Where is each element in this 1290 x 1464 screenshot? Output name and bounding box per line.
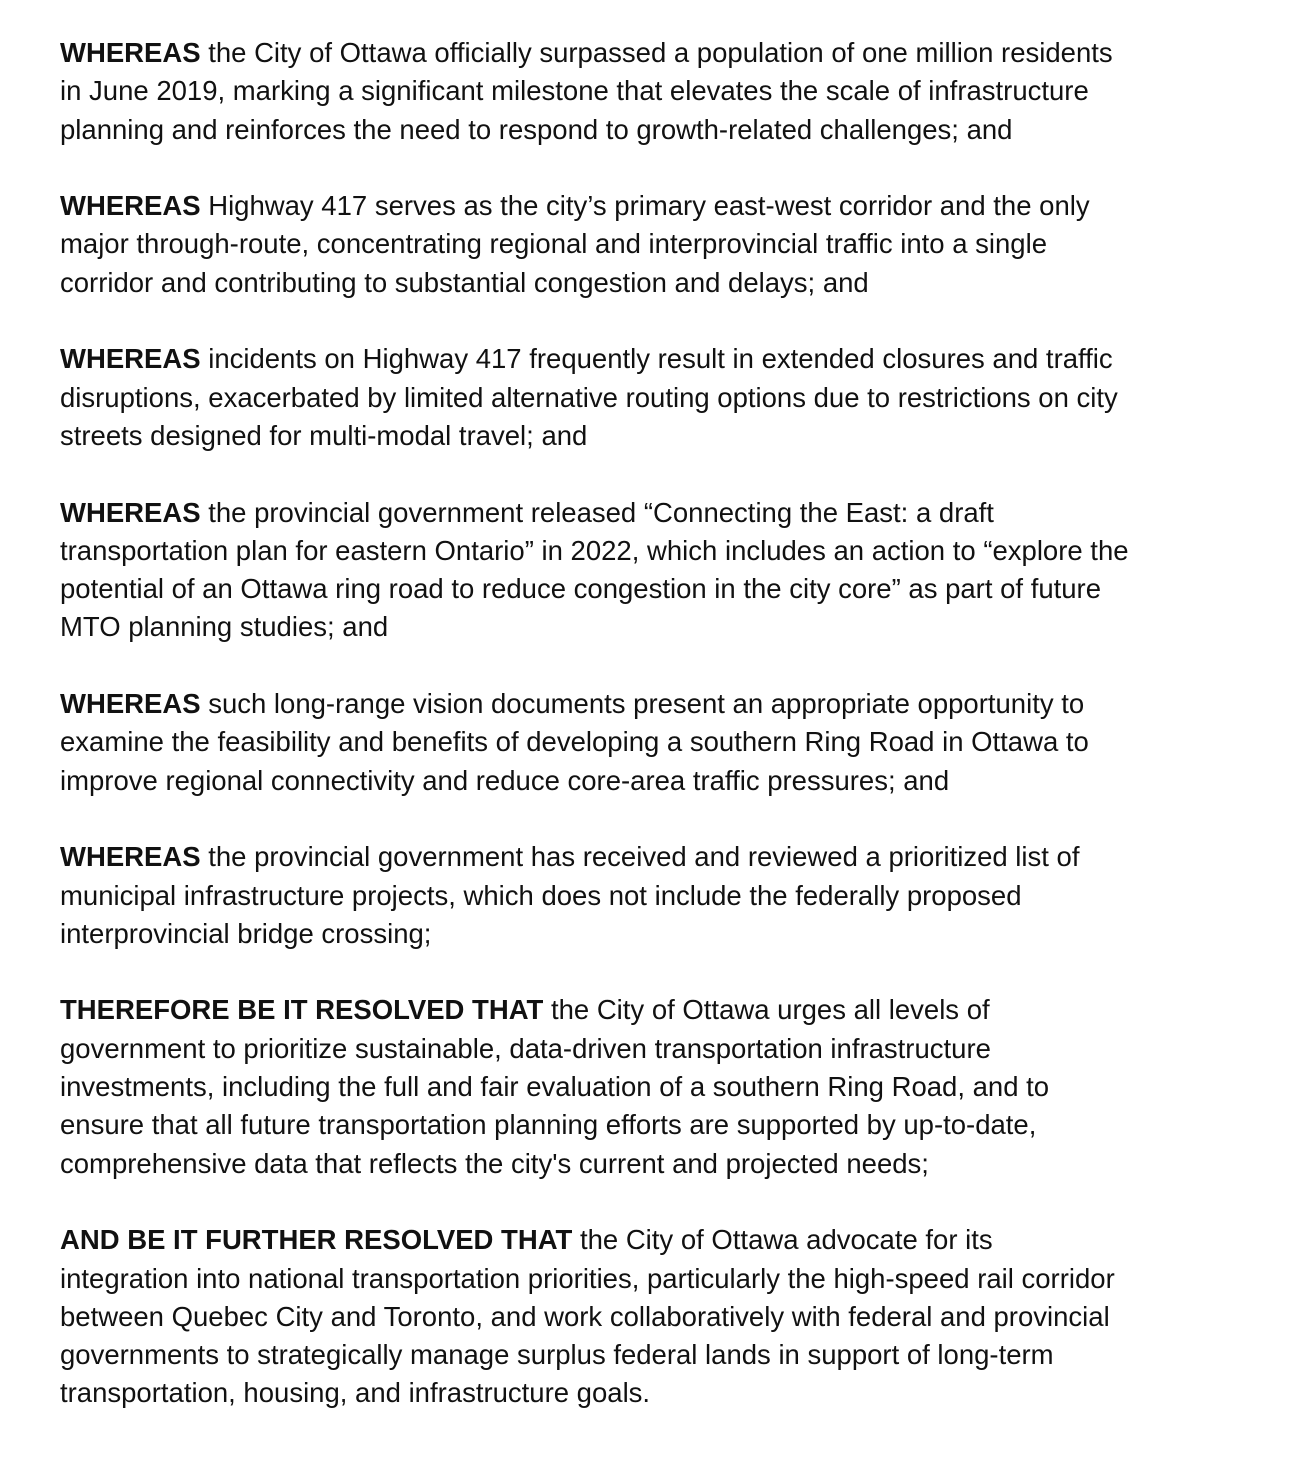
whereas-connecting-the-east-clause — [60, 494, 1270, 647]
clause-text: the City of Ottawa officially surpassed a population of one million residents — [200, 37, 1113, 68]
clause-text: improve regional connectivity and reduce core-area traffic pressures; and — [60, 764, 950, 796]
clause-text: planning and reinforces the need to respond to growth-related challenges; and — [60, 113, 1013, 145]
clause-text: in June 2019, marking a significant milestone that elevates the scale of infrastructure — [60, 75, 1089, 107]
clause-text: the provincial government released “Connecting the East: a draft — [200, 496, 994, 528]
clause-text: MTO planning studies; and — [60, 611, 389, 643]
clause-lead: WHEREAS — [60, 37, 201, 68]
clause-text: municipal infrastructure projects, which does not include the federally proposed — [60, 879, 1022, 911]
resolution-document — [60, 34, 1270, 1451]
clause-text: between Quebec City and Toronto, and work collaboratively with federal and provincial — [60, 1300, 1110, 1332]
clause-lead: WHEREAS — [60, 343, 201, 375]
clause-text: transportation, housing, and infrastructure goals. — [60, 1377, 651, 1409]
clause-lead: WHEREAS — [60, 841, 201, 873]
clause-text: incidents on Highway 417 frequently result in extended closures and traffic — [200, 343, 1113, 375]
whereas-prioritized-list-clause — [60, 838, 1270, 953]
clause-text: disruptions, exacerbated by limited alternative routing options due to restrictions on city — [60, 381, 1118, 413]
clause-lead: WHEREAS — [60, 190, 201, 222]
therefore-resolved-clause — [60, 991, 1270, 1182]
clause-text: the City of Ottawa urges all levels of — [543, 994, 990, 1026]
clause-text: examine the feasibility and benefits of developing a southern Ring Road in Ottawa to — [60, 726, 1089, 758]
whereas-population-clause — [60, 34, 1270, 149]
whereas-highway-417-corridor-clause — [60, 187, 1270, 302]
clause-text: the provincial government has received and reviewed a prioritized list of — [200, 841, 1080, 873]
whereas-incidents-clause — [60, 340, 1270, 455]
clause-text: major through-route, concentrating regional and interprovincial traffic into a single — [60, 228, 1047, 260]
clause-lead: WHEREAS — [60, 496, 201, 528]
clause-lead: THEREFORE BE IT RESOLVED THAT — [60, 994, 544, 1026]
clause-text: the City of Ottawa advocate for its — [572, 1224, 993, 1256]
clause-text: comprehensive data that reflects the city's current and projected needs; — [60, 1147, 929, 1179]
clause-text: investments, including the full and fair evaluation of a southern Ring Road, and to — [60, 1071, 1050, 1103]
clause-text: such long-range vision documents present an appropriate opportunity to — [200, 688, 1085, 720]
clause-text: integration into national transportation priorities, particularly the high-speed rail corridor — [60, 1262, 1115, 1294]
clause-text: Highway 417 serves as the city’s primary east-west corridor and the only — [200, 190, 1090, 222]
clause-lead: AND BE IT FURTHER RESOLVED THAT — [60, 1224, 573, 1256]
clause-lead: WHEREAS — [60, 688, 201, 720]
clause-text: governments to strategically manage surplus federal lands in support of long-term — [60, 1339, 1054, 1371]
clause-text: transportation plan for eastern Ontario” in 2022, which includes an action to “explore the — [60, 534, 1129, 566]
further-resolved-clause — [60, 1221, 1270, 1412]
clause-text: government to prioritize sustainable, data-driven transportation infrastructure — [60, 1032, 991, 1064]
clause-text: potential of an Ottawa ring road to reduce congestion in the city core” as part of future — [60, 573, 1102, 605]
clause-text: corridor and contributing to substantial congestion and delays; and — [60, 266, 869, 298]
whereas-long-range-vision-clause — [60, 685, 1270, 800]
clause-text: interprovincial bridge crossing; — [60, 917, 432, 949]
clause-text: ensure that all future transportation planning efforts are supported by up-to-date, — [60, 1109, 1037, 1141]
clause-text: streets designed for multi-modal travel; and — [60, 419, 588, 451]
